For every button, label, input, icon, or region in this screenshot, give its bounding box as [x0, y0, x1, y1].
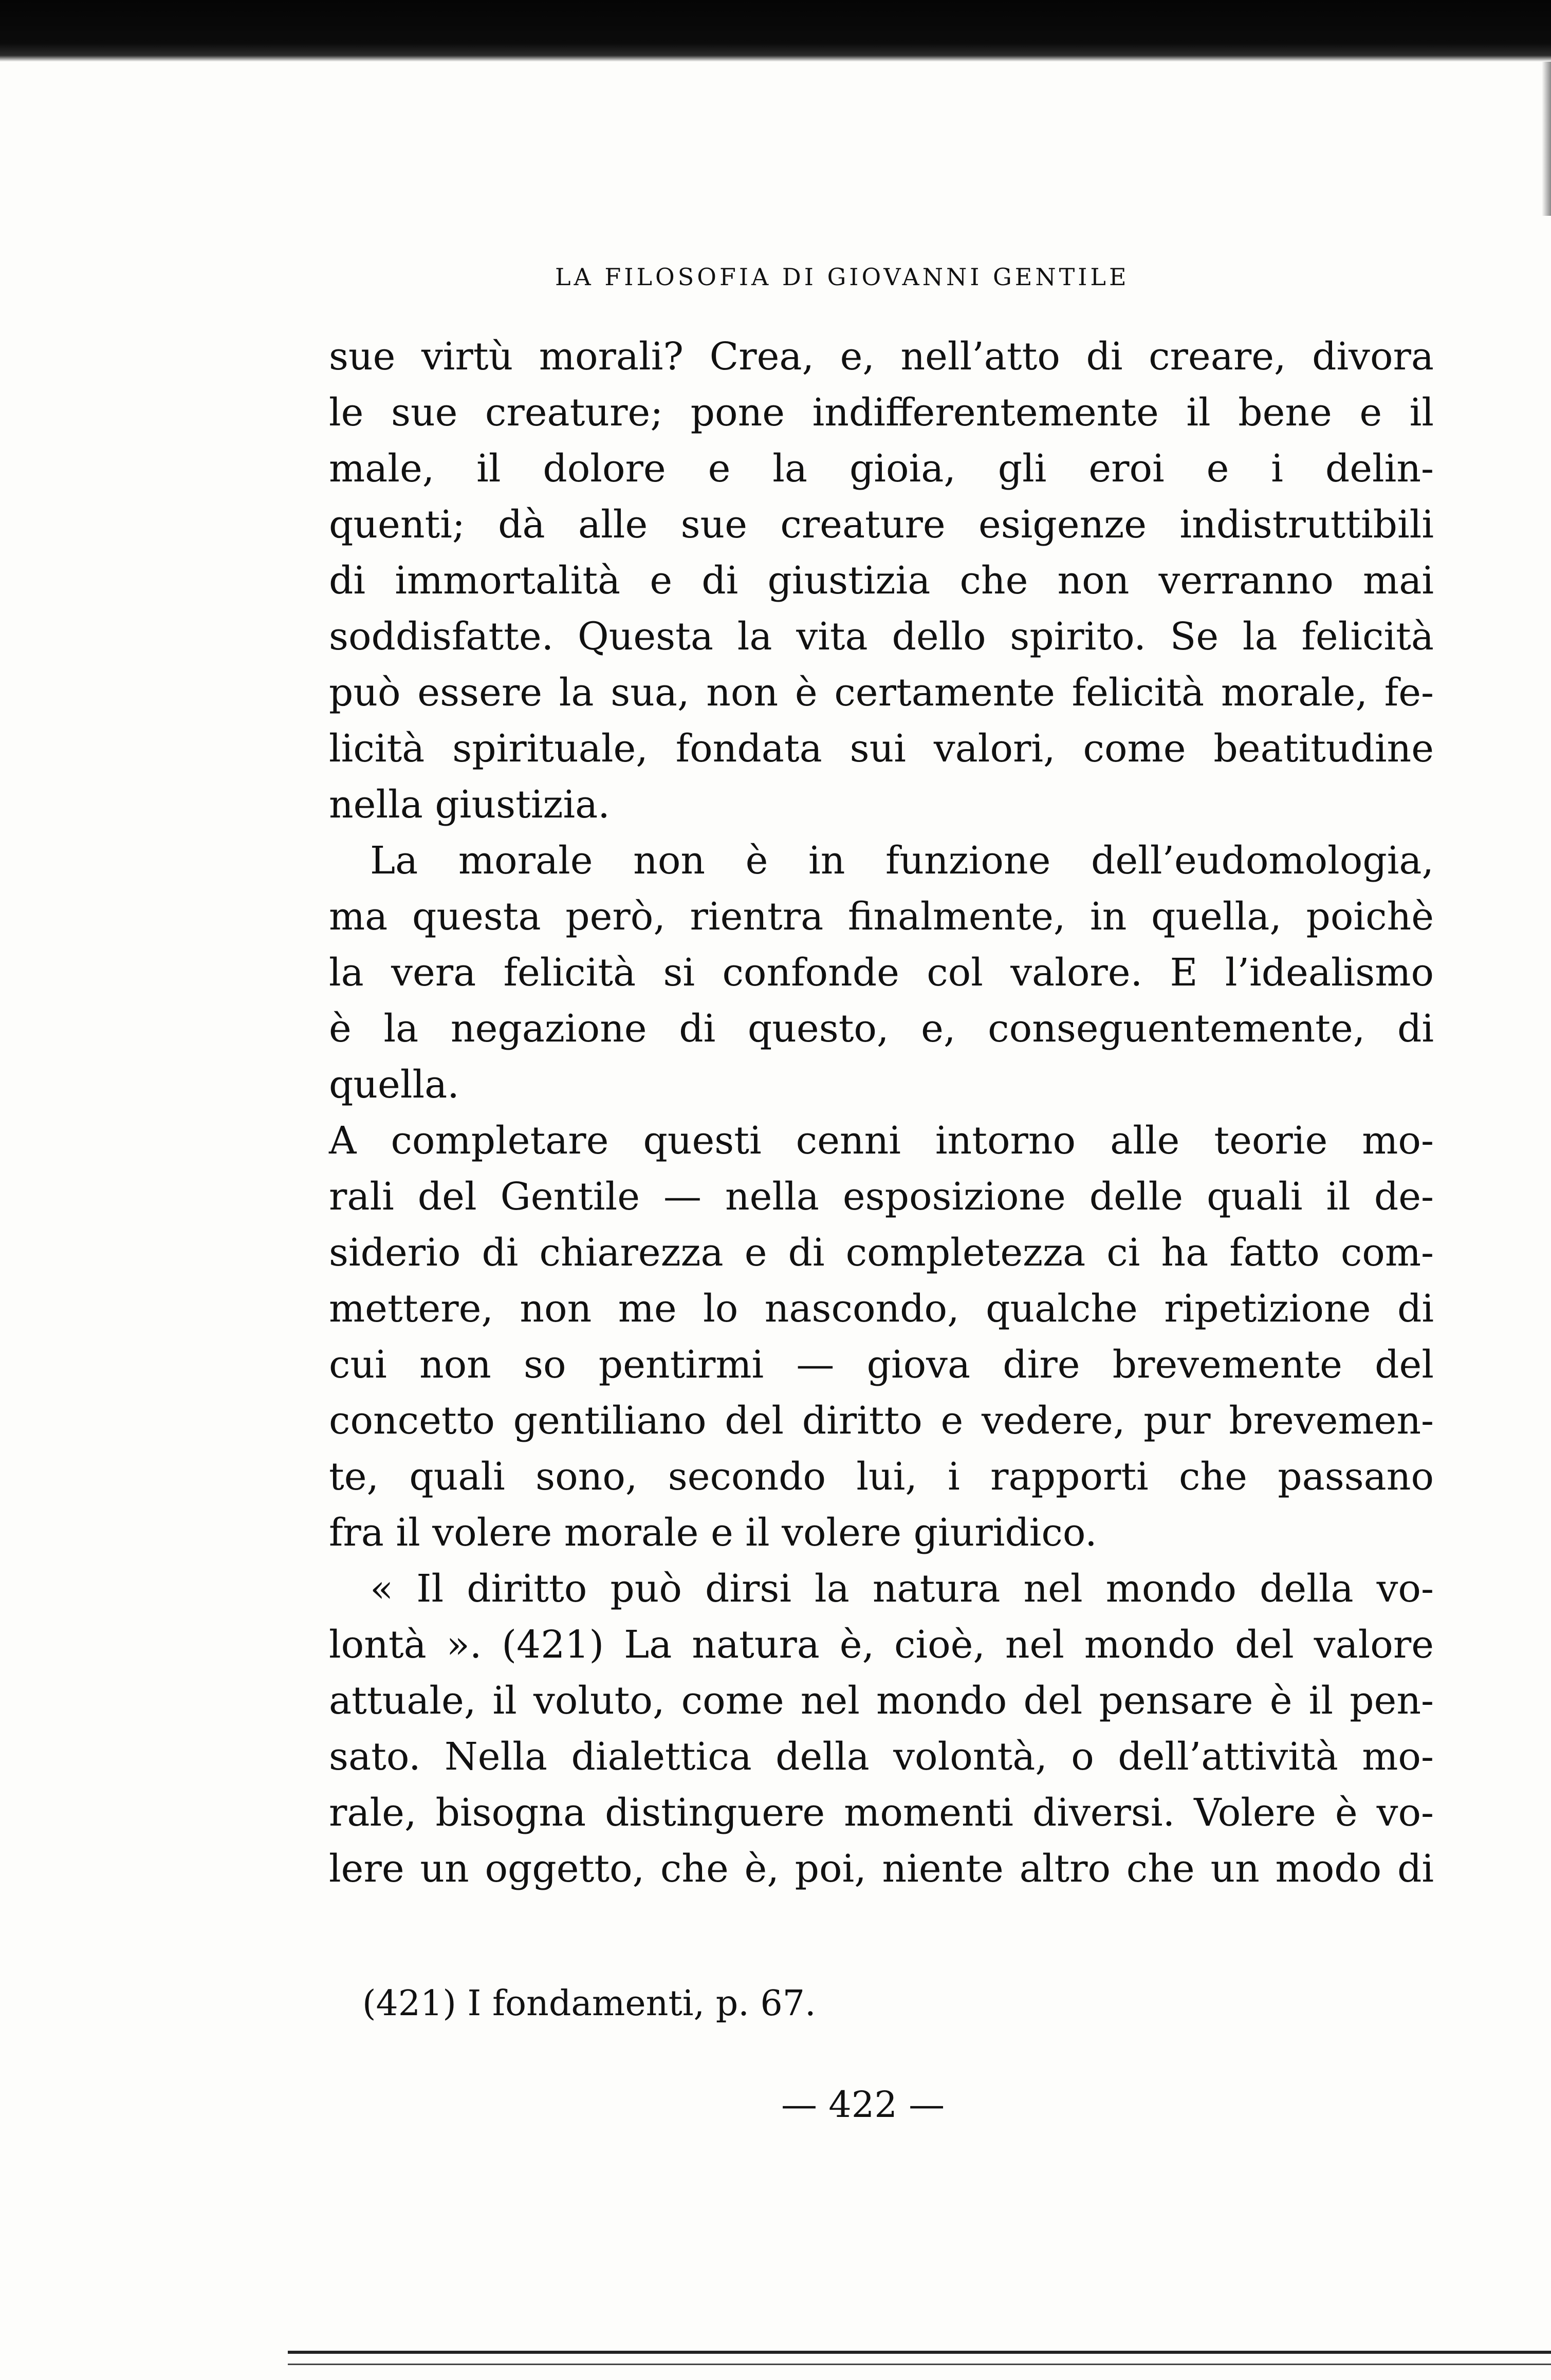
text-line: le sue creature; pone indifferentemente il bene e il: [329, 391, 1434, 435]
text-line: rale, bisogna distinguere momenti diversi. Volere è vo-: [329, 1791, 1434, 1835]
text-line: soddisfatte. Questa la vita dello spirito. Se la felicità: [329, 615, 1434, 659]
text-line: cui non so pentirmi — giova dire brevemente del: [329, 1343, 1434, 1387]
body-text: [329, 329, 1434, 1897]
text-line: è la negazione di questo, e, conseguentemente, di: [329, 1007, 1434, 1051]
text-line: lontà ». (421) La natura è, cioè, nel mondo del valore: [329, 1623, 1434, 1667]
text-line: può essere la sua, non è certamente felicità morale, fe-: [329, 671, 1434, 715]
text-line: quella.: [329, 1063, 459, 1107]
text-line: rali del Gentile — nella esposizione delle quali il de-: [329, 1175, 1434, 1219]
text-line: siderio di chiarezza e di completezza ci ha fatto com-: [329, 1231, 1434, 1275]
text-line: male, il dolore e la gioia, gli eroi e i delin-: [329, 447, 1434, 491]
scan-right-edge: [1542, 62, 1551, 216]
footnote: (421) I fondamenti, p. 67.: [362, 1983, 816, 2024]
text-line: mettere, non me lo nascondo, qualche ripetizione di: [329, 1287, 1434, 1331]
text-line: nella giustizia.: [329, 783, 610, 827]
text-line: lere un oggetto, che è, poi, niente altro che un modo di: [329, 1847, 1434, 1891]
running-head: LA FILOSOFIA DI GIOVANNI GENTILE: [555, 263, 1130, 291]
text-line: di immortalità e di giustizia che non verranno mai: [329, 559, 1434, 603]
text-line: fra il volere morale e il volere giuridico.: [329, 1511, 1097, 1555]
scan-top-edge: [0, 0, 1551, 62]
page-number: — 422 —: [781, 2084, 945, 2126]
text-line: concetto gentiliano del diritto e vedere, pur brevemen-: [329, 1399, 1434, 1443]
text-line: quenti; dà alle sue creature esigenze indistruttibili: [329, 503, 1434, 547]
text-line: ma questa però, rientra finalmente, in quella, poichè: [329, 895, 1434, 939]
text-line: La morale non è in funzione dell’eudomologia,: [370, 839, 1434, 883]
text-line: « Il diritto può dirsi la natura nel mondo della vo-: [370, 1567, 1434, 1611]
text-line: A completare questi cenni intorno alle teorie mo-: [329, 1119, 1434, 1163]
text-line: te, quali sono, secondo lui, i rapporti che passano: [329, 1455, 1434, 1499]
scan-bottom-edge: [288, 2351, 1551, 2354]
text-line: attuale, il voluto, come nel mondo del pensare è il pen-: [329, 1679, 1434, 1723]
text-line: licità spirituale, fondata sui valori, come beatitudine: [329, 727, 1434, 771]
scan-bottom-edge-shadow: [288, 2364, 1551, 2365]
text-line: sue virtù morali? Crea, e, nell’atto di creare, divora: [329, 334, 1434, 379]
text-line: sato. Nella dialettica della volontà, o dell’attività mo-: [329, 1735, 1434, 1779]
text-line: la vera felicità si confonde col valore. E l’idealismo: [329, 951, 1434, 995]
